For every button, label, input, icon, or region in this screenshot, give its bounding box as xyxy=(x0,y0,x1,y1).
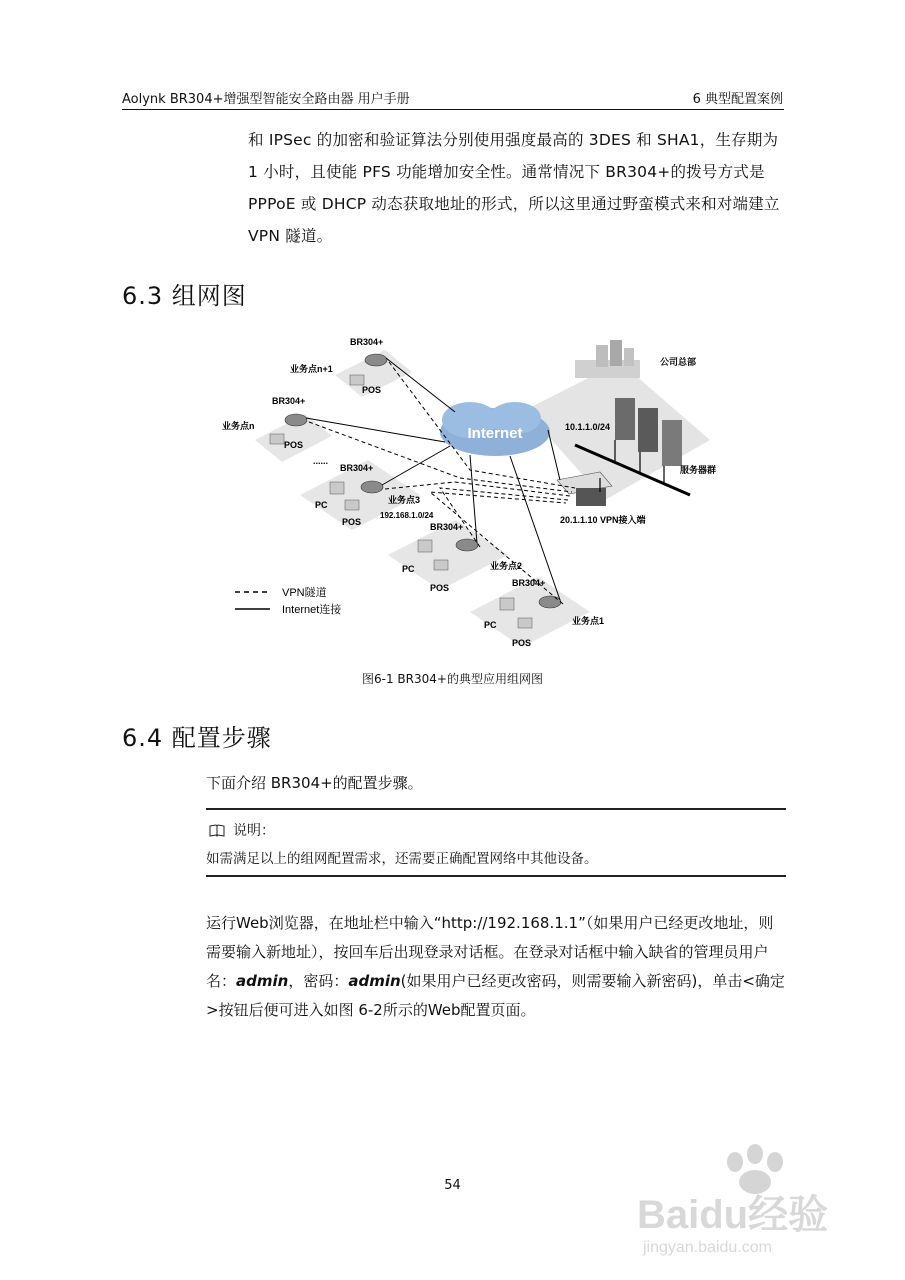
pos-label: POS xyxy=(362,385,382,395)
legend-vpn-label: VPN隧道 xyxy=(282,587,327,599)
site-3-subnet-label: 192.168.1.0/24 xyxy=(380,511,434,520)
vpn-ip-label: 20.1.1.10 xyxy=(560,515,598,525)
section-title-6-3: 6.3 组网图 xyxy=(122,282,247,310)
pos-label: POS xyxy=(342,517,362,527)
pos-label: POS xyxy=(284,440,304,450)
hq-label: 公司总部 xyxy=(660,357,697,367)
server-farm-label: 服务器群 xyxy=(680,465,717,475)
router-label: BR304+ xyxy=(350,337,384,347)
router-label: BR304+ xyxy=(512,578,546,588)
note-text: 如需满足以上的组网配置需求，还需要正确配置网络中其他设备。 xyxy=(206,851,598,867)
login-text-2: ，密码： xyxy=(288,972,349,990)
site-1-label: 业务点1 xyxy=(572,616,605,626)
vpn-gateway-icon xyxy=(557,472,612,506)
pc-label: PC xyxy=(402,564,415,574)
site-2-label: 业务点2 xyxy=(490,561,523,571)
login-instructions xyxy=(206,909,786,1025)
router-label: BR304+ xyxy=(340,463,374,473)
default-username: admin xyxy=(236,972,289,990)
steps-intro: 下面介绍 BR304+的配置步骤。 xyxy=(206,774,423,792)
network-diagram xyxy=(215,330,717,660)
intro-paragraph: 和 IPSec 的加密和验证算法分别使用强度最高的 3DES 和 SHA1，生存期为 1 小时，且使能 PFS 功能增加安全性。通常情况下 BR304+的拨号方式是 PPPoE 或 DHCP 动态获取地址的形式，所以这里通过野蛮模式来和对端建立 VPN 隧道。 xyxy=(248,131,780,245)
book-icon xyxy=(209,824,225,837)
router-label: BR304+ xyxy=(430,522,464,532)
default-password: admin xyxy=(348,972,401,990)
figure-caption: 图6-1 BR304+的典型应用组网图 xyxy=(362,672,543,686)
baidu-watermark-logo xyxy=(637,1140,847,1260)
watermark-url: jingyan.baidu.com xyxy=(643,1239,772,1256)
page-number: 54 xyxy=(444,1178,461,1193)
note-top-rule xyxy=(206,808,786,810)
site-n-label: 业务点n xyxy=(222,421,255,431)
login-text-1: 运行Web浏览器，在地址栏中输入“http://192.168.1.1”（如果用户已经更改地址，则需要输入新地址），按回车后出现登录对话框。在登录对话框中输入缺省的管理员用户名： xyxy=(206,914,774,990)
watermark-brand: Baidu经验 xyxy=(637,1193,829,1237)
router-label: BR304+ xyxy=(272,396,306,406)
internet-label: Internet xyxy=(467,425,523,442)
pc-label: PC xyxy=(315,500,328,510)
header-chapter: 6 典型配置案例 xyxy=(692,92,783,107)
note-label: 说明： xyxy=(233,823,275,839)
vpn-endpoint-label: VPN接入端 xyxy=(600,515,646,525)
note-header xyxy=(209,820,275,840)
diagram-legend xyxy=(235,586,341,616)
site-n1-label: 业务点n+1 xyxy=(290,364,333,374)
legend-internet-label: Internet连接 xyxy=(282,604,342,616)
pos-label: POS xyxy=(430,583,450,593)
site-3-label: 业务点3 xyxy=(388,495,421,505)
hq-subnet-label: 10.1.1.0/24 xyxy=(565,422,611,432)
pc-label: PC xyxy=(484,620,497,630)
note-bottom-rule xyxy=(206,875,786,877)
header-title: Aolynk BR304+增强型智能安全路由器 用户手册 xyxy=(122,92,410,107)
ellipsis-label: ...... xyxy=(313,456,329,466)
login-text-3: (如果用户已经更改密码，则需要输入新密码)，单击<确定>按钮后便可进入如图 6-2所示的Web配置页面。 xyxy=(206,972,785,1019)
header-divider xyxy=(122,109,784,110)
section-title-6-4: 6.4 配置步骤 xyxy=(122,724,272,752)
pos-label: POS xyxy=(512,638,532,648)
